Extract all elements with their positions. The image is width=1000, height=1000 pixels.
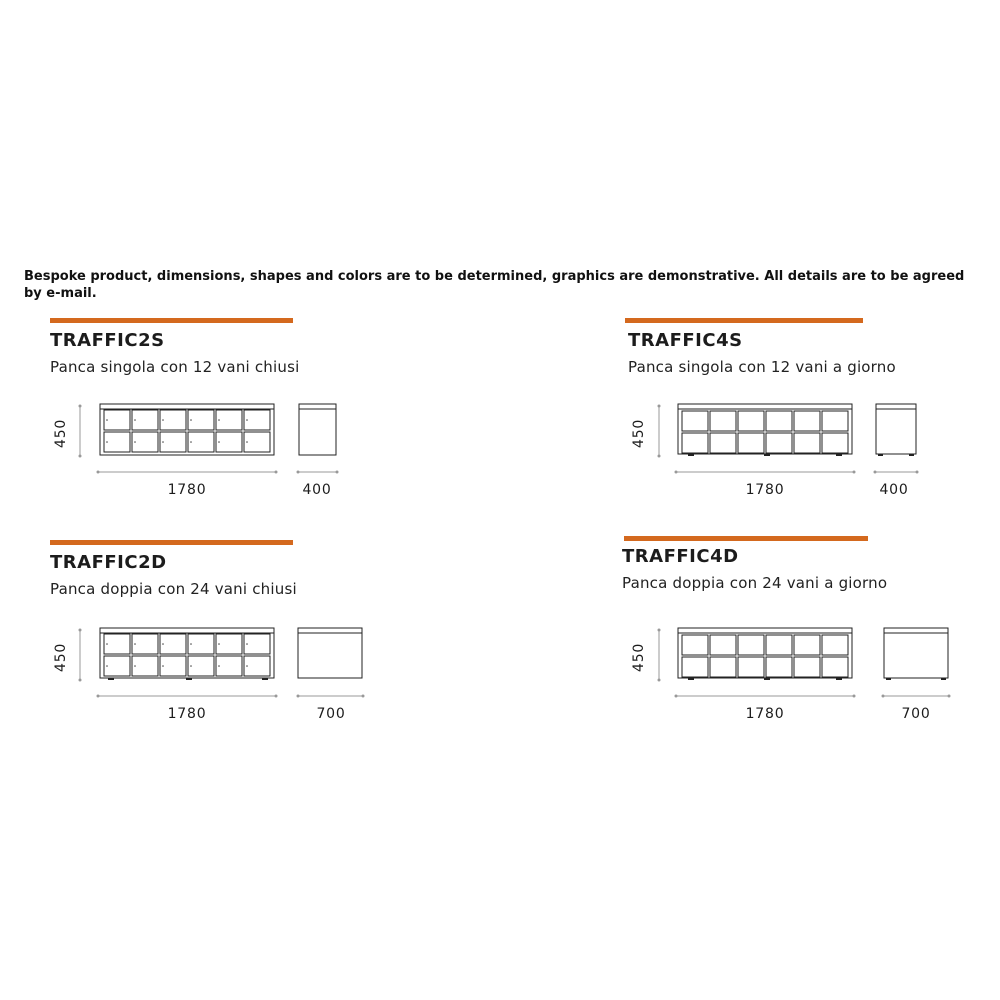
product-description: Panca singola con 12 vani a giorno	[628, 358, 896, 376]
technical-drawing	[628, 396, 968, 506]
height-label: 450	[631, 418, 647, 448]
technical-drawing	[622, 620, 962, 730]
front-view	[678, 404, 852, 454]
depth-label: 700	[316, 706, 346, 722]
product-traffic4s	[628, 318, 968, 518]
depth-label: 700	[901, 706, 931, 722]
technical-drawing	[50, 396, 390, 506]
length-label: 1780	[745, 706, 785, 722]
side-view	[876, 404, 916, 454]
accent-bar	[624, 536, 868, 541]
height-label: 450	[53, 642, 69, 672]
accent-bar	[50, 318, 293, 323]
side-view	[299, 404, 336, 455]
product-code: TRAFFIC4D	[622, 546, 739, 567]
accent-bar	[50, 540, 293, 545]
height-label: 450	[53, 418, 69, 448]
disclaimer-notice: Bespoke product, dimensions, shapes and colors are to be determined, graphics are demonstrative. All details are to be agreed by e-mail.	[24, 269, 965, 301]
accent-bar	[625, 318, 863, 323]
front-view	[678, 628, 852, 678]
product-code: TRAFFIC2D	[50, 552, 167, 573]
side-view	[884, 628, 948, 678]
technical-drawing	[50, 620, 390, 730]
product-description: Panca singola con 12 vani chiusi	[50, 358, 300, 376]
depth-label: 400	[879, 482, 909, 498]
product-description: Panca doppia con 24 vani chiusi	[50, 580, 297, 598]
depth-label: 400	[302, 482, 332, 498]
length-label: 1780	[167, 706, 207, 722]
front-view	[100, 404, 274, 455]
side-view	[298, 628, 362, 678]
height-label: 450	[631, 642, 647, 672]
length-label: 1780	[167, 482, 207, 498]
product-traffic4d	[622, 536, 962, 736]
product-traffic2d	[50, 540, 390, 740]
length-label: 1780	[745, 482, 785, 498]
product-traffic2s	[50, 318, 390, 518]
product-code: TRAFFIC4S	[628, 330, 743, 351]
product-description: Panca doppia con 24 vani a giorno	[622, 574, 888, 592]
front-view	[100, 628, 274, 678]
product-code: TRAFFIC2S	[50, 330, 165, 351]
